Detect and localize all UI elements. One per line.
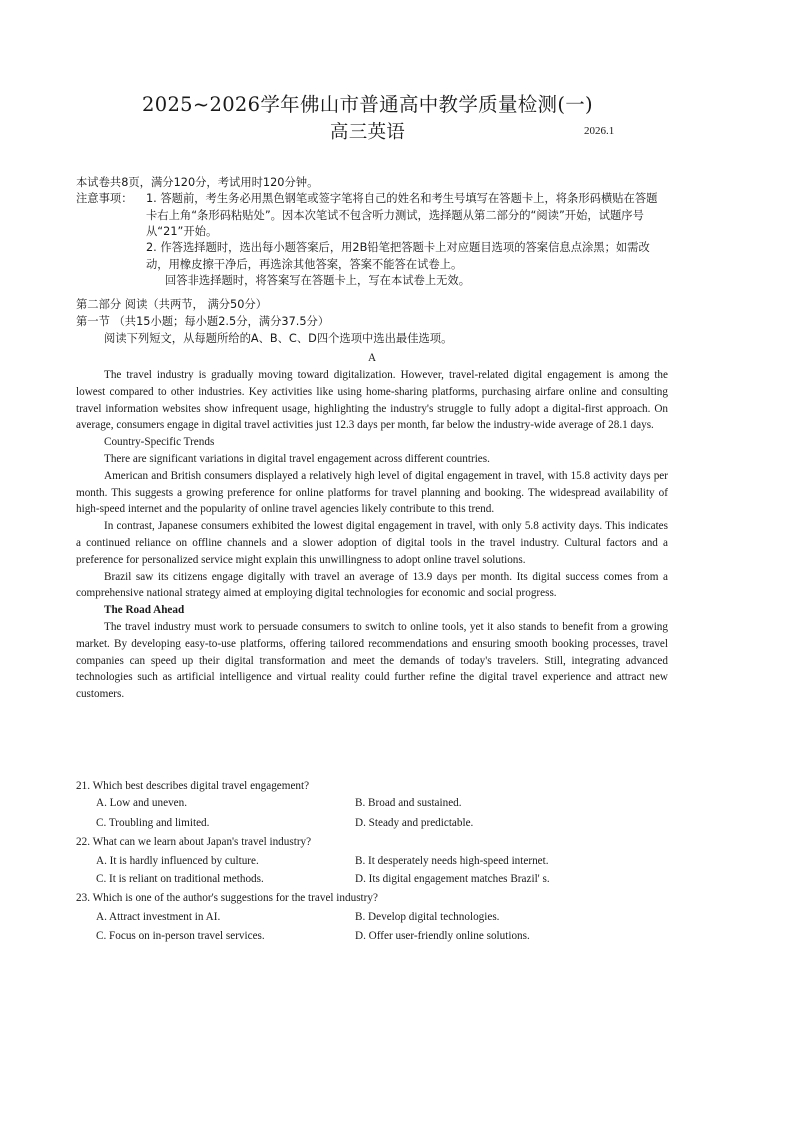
note-2: 2. 作答选择题时，选出每小题答案后，用2B铅笔把答题卡上对应题目选项的答案信息点涂黑；如需改动，用橡皮擦干净后，再选涂其他答案，答案不能答在试卷上。 xyxy=(146,241,650,271)
paragraph-1: The travel industry is gradually moving toward digitalization. However, travel-related digital engagement is among the lowest compared to other industries. Key activities like using home-sharing platforms, purchasing airfare online and consulting travel information websites show infrequent usage, highlighting the industry's struggle to fully adopt a digital-first approach. On average, consumers engage in digital travel activities just 12.3 days per month, far below the industry-wide average of 28.1 days. xyxy=(76,369,668,432)
passage-label: A xyxy=(367,352,377,364)
question-21: 21. Which best describes digital travel engagement? xyxy=(76,780,310,792)
note-1: 1. 答题前，考生务必用黑色钢笔或签字笔将自己的姓名和考生号填写在答题卡上，将条形码横贴在答题卡右上角“条形码粘贴处”。因本次笔试不包含听力测试，选择题从第二部分的“阅读”开始，试题序号从“21”开始。 xyxy=(146,192,658,239)
question-22-option-d: D. Its digital engagement matches Brazil' s. xyxy=(355,873,550,885)
question-21-option-b: B. Broad and sustained. xyxy=(355,797,462,809)
paragraph-5: Brazil saw its citizens engage digitally with travel an average of 13.9 days per month. Its digital success comes from a comprehensive national strategy aimed at employing digital technologies for economic and social progress. xyxy=(76,570,668,600)
heading-country-trends: Country-Specific Trends xyxy=(104,436,215,449)
exam-date: 2026.1 xyxy=(584,125,615,137)
notes-label: 注意事项： xyxy=(76,192,133,205)
paragraph-2: There are significant variations in digital travel engagement across different countries. xyxy=(104,452,490,465)
question-22: 22. What can we learn about Japan's travel industry? xyxy=(76,836,312,848)
question-22-option-a: A. It is hardly influenced by culture. xyxy=(96,855,259,867)
question-23: 23. Which is one of the author's suggestions for the travel industry? xyxy=(76,892,378,904)
exam-title: 2025~2026学年佛山市普通高中教学质量检测(一) xyxy=(142,93,593,116)
passage-body xyxy=(76,367,668,703)
part-heading: 第二部分 阅读（共两节， 满分50分） xyxy=(76,298,268,311)
exam-subtitle: 高三英语 xyxy=(329,122,406,143)
question-21-option-d: D. Steady and predictable. xyxy=(355,817,474,829)
paragraph-6: The travel industry must work to persuade consumers to switch to online tools, yet it also stands to benefit from a growing market. By developing easy-to-use platforms, offering tailored recommendations and ensuring smooth booking processes, travel companies can speed up their digital transformation and meet the demands of today's travelers. Still, integrating advanced technologies such as artificial intelligence and virtual reality could further refine the digital travel experience and attract new customers. xyxy=(76,620,668,701)
paragraph-4: In contrast, Japanese consumers exhibited the lowest digital engagement in travel, with only 5.8 activity days. This indicates a continued reliance on offline channels and a slower adoption of digital tools in the travel industry. Cultural factors and a preference for personalized service might explain this unwillingness to adopt online travel solutions. xyxy=(76,520,668,566)
note-3: 回答非选择题时，将答案写在答题卡上，写在本试卷上无效。 xyxy=(165,274,471,287)
subpart-heading: 第一节 （共15小题；每小题2.5分，满分37.5分） xyxy=(76,315,330,328)
question-23-option-c: C. Focus on in-person travel services. xyxy=(96,930,265,942)
question-21-option-c: C. Troubling and limited. xyxy=(96,817,210,829)
heading-road-ahead: The Road Ahead xyxy=(104,604,185,617)
question-22-option-b: B. It desperately needs high-speed internet. xyxy=(355,855,549,867)
intro-line: 本试卷共8页，满分120分，考试用时120分钟。 xyxy=(76,176,319,189)
question-23-option-b: B. Develop digital technologies. xyxy=(355,911,500,923)
question-22-option-c: C. It is reliant on traditional methods. xyxy=(96,873,264,885)
question-23-option-d: D. Offer user-friendly online solutions. xyxy=(355,930,530,942)
paragraph-3: American and British consumers displayed a relatively high level of digital engagement in travel, with 15.8 activity days per month. This suggests a growing preference for online platforms for travel planning and booking. The widespread availability of high-speed internet and the popularity of online travel agencies likely contribute to this trend. xyxy=(76,469,668,516)
question-23-option-a: A. Attract investment in AI. xyxy=(96,911,221,923)
instruction: 阅读下列短文，从每题所给的A、B、C、D四个选项中选出最佳选项。 xyxy=(104,332,453,345)
question-21-option-a: A. Low and uneven. xyxy=(96,797,188,809)
